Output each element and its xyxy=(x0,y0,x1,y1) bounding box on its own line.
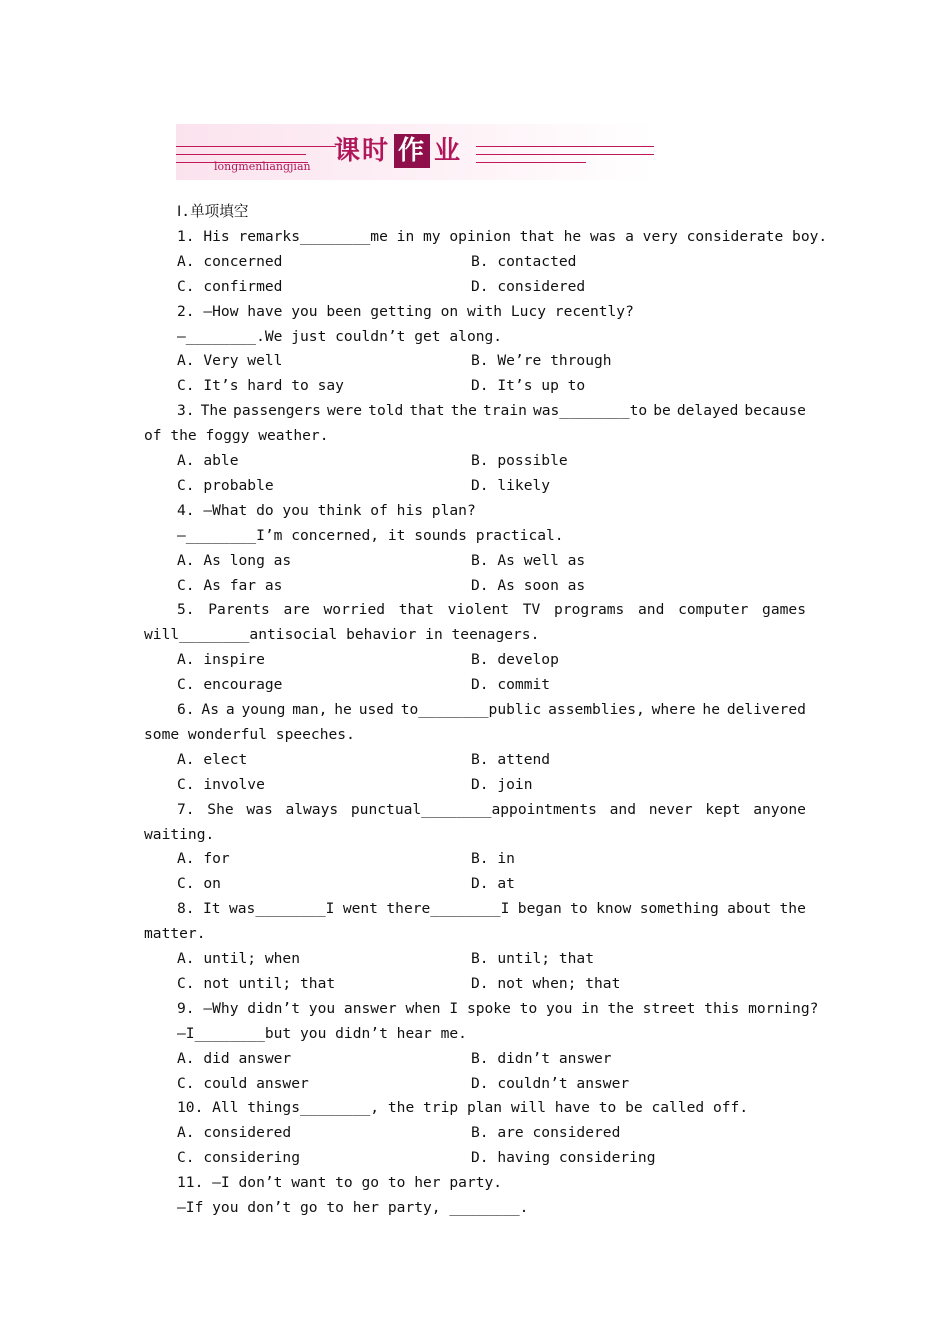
answer-option: A. inspire xyxy=(177,651,265,669)
stem-word: games xyxy=(762,601,806,619)
stem-word: began xyxy=(517,900,562,918)
section-title: Ⅰ.单项填空 xyxy=(177,203,249,220)
stem-word: man, xyxy=(292,701,328,718)
answer-option: A. Very well xyxy=(177,352,283,370)
stem-word: know xyxy=(596,900,632,918)
answer-option: A. elect xyxy=(177,750,248,768)
stem-word: programs xyxy=(554,601,625,619)
banner-rule xyxy=(476,154,654,155)
stem-word: was________I xyxy=(228,900,335,918)
answer-option: D. As soon as xyxy=(471,576,586,594)
stem-word: delivered xyxy=(726,701,806,718)
answer-option: D. likely xyxy=(471,476,551,494)
answer-option: A. until; when xyxy=(177,950,301,967)
answer-option: C. probable xyxy=(177,476,274,494)
answer-option: D. join xyxy=(471,775,533,793)
banner-subtitle: longmenliangjian xyxy=(214,160,311,173)
answer-option: C. encourage xyxy=(177,676,283,694)
question-stem-line: of the foggy weather. xyxy=(144,427,329,445)
answer-option: A. for xyxy=(177,850,230,868)
stem-word: 8. xyxy=(177,900,195,918)
banner-title-part: 课时 xyxy=(334,136,391,166)
answer-option: B. didn’t answer xyxy=(471,1049,612,1067)
stem-word: She xyxy=(207,800,234,818)
question-stem: 1. His remarks________me in my opinion that he was a very considerate boy. xyxy=(177,227,828,245)
question-stem: 11. —I don’t want to go to her party. xyxy=(177,1174,503,1192)
stem-word: punctual________appointments xyxy=(350,800,597,818)
question-stem-line: —________.We just couldn’t get along. xyxy=(177,327,503,345)
stem-word: that xyxy=(409,402,445,420)
banner-title xyxy=(334,134,462,168)
question-stem: 9. —Why didn’t you answer when I spoke to you in the street this morning? xyxy=(177,999,819,1017)
answer-option: C. considering xyxy=(177,1149,301,1167)
answer-option: C. involve xyxy=(177,775,265,793)
stem-word: TV xyxy=(522,601,541,619)
banner-rule xyxy=(176,146,336,147)
stem-word: computer xyxy=(678,601,749,619)
question-stem-line: —If you don’t go to her party, ________. xyxy=(177,1199,529,1216)
stem-word: 7. xyxy=(177,800,195,818)
stem-word: he xyxy=(334,701,352,718)
stem-word: 5. xyxy=(177,601,195,619)
stem-word: Parents xyxy=(208,601,270,619)
answer-option: B. develop xyxy=(471,651,559,669)
stem-word: passengers xyxy=(233,402,321,420)
question-stem: 4. —What do you think of his plan? xyxy=(177,501,476,519)
question-stem: 2. —How have you been getting on with Lucy recently? xyxy=(177,302,634,320)
answer-option: B. We’re through xyxy=(471,352,612,370)
stem-word: something xyxy=(639,900,719,918)
answer-option: C. on xyxy=(177,875,221,893)
stem-word: there________I xyxy=(386,900,510,918)
answer-option: C. could answer xyxy=(177,1074,309,1092)
stem-word: kept xyxy=(705,800,741,818)
answer-option: D. It’s up to xyxy=(471,377,586,395)
question-stem xyxy=(177,800,806,820)
stem-word: and xyxy=(638,601,665,619)
stem-word: was xyxy=(246,800,273,818)
answer-option: C. confirmed xyxy=(177,277,283,295)
stem-word: are xyxy=(283,601,310,619)
question-stem-line: —________I’m concerned, it sounds practical. xyxy=(177,526,564,544)
question-stem-line: will________antisocial behavior in teenagers. xyxy=(144,626,540,644)
stem-word: and xyxy=(609,800,636,818)
answer-option: B. possible xyxy=(471,452,568,469)
answer-option: C. not until; that xyxy=(177,974,336,992)
answer-option: B. are considered xyxy=(471,1124,621,1142)
question-stem xyxy=(177,600,806,620)
question-stem-line: some wonderful speeches. xyxy=(144,725,355,743)
banner-rule xyxy=(176,154,306,155)
stem-word: he xyxy=(702,701,720,718)
answer-option: A. did answer xyxy=(177,1049,292,1067)
stem-word: As xyxy=(201,701,219,718)
stem-word: to________public xyxy=(400,701,542,718)
stem-word: to xyxy=(570,900,588,918)
answer-option: A. considered xyxy=(177,1124,292,1142)
answer-option: A. As long as xyxy=(177,551,292,569)
answer-option: D. having considering xyxy=(471,1149,656,1167)
stem-word: assemblies, xyxy=(548,701,645,718)
stem-word: never xyxy=(648,800,693,818)
question-stem: 10. All things________, the trip plan will have to be called off. xyxy=(177,1099,749,1117)
stem-word: used xyxy=(358,701,394,718)
question-stem-line: matter. xyxy=(144,925,206,943)
stem-word: was________to xyxy=(532,402,648,420)
stem-word: worried xyxy=(323,601,386,619)
question-stem xyxy=(177,401,806,421)
question-stem xyxy=(177,700,806,720)
answer-option: D. considered xyxy=(471,277,586,295)
answer-option: A. concerned xyxy=(177,252,283,270)
answer-option: B. As well as xyxy=(471,551,586,569)
stem-word: told xyxy=(368,402,404,420)
answer-option: B. contacted xyxy=(471,252,577,270)
stem-word: The xyxy=(200,402,227,420)
answer-option: C. As far as xyxy=(177,576,283,594)
stem-word: went xyxy=(342,900,378,918)
answer-option: D. at xyxy=(471,875,515,893)
stem-word: young xyxy=(241,701,286,718)
stem-word: always xyxy=(285,800,339,818)
banner-rule xyxy=(476,162,586,163)
banner-title-part: 业 xyxy=(434,136,463,166)
stem-word: train xyxy=(482,402,527,420)
stem-word: violent xyxy=(447,601,510,619)
stem-word: anyone xyxy=(753,800,806,818)
question-stem-line: waiting. xyxy=(144,825,215,843)
stem-word: were xyxy=(326,402,363,420)
question-stem xyxy=(177,899,806,919)
stem-word: the xyxy=(779,900,806,918)
answer-option: B. in xyxy=(471,850,515,868)
answer-option: D. not when; that xyxy=(471,974,621,992)
answer-option: C. It’s hard to say xyxy=(177,377,344,395)
answer-option: B. until; that xyxy=(471,950,595,967)
stem-word: that xyxy=(398,601,434,619)
answer-option: A. able xyxy=(177,452,239,469)
stem-word: about xyxy=(727,900,772,918)
stem-word: where xyxy=(651,701,696,718)
banner-rule xyxy=(476,146,654,147)
stem-word: 3. xyxy=(177,402,195,420)
stem-word: the xyxy=(450,402,477,420)
answer-option: B. attend xyxy=(471,750,551,768)
banner-title-highlight: 作 xyxy=(394,134,430,168)
stem-word: delayed xyxy=(676,402,739,420)
stem-word: It xyxy=(202,900,221,918)
stem-word: be xyxy=(653,402,671,420)
question-stem-line: —I________but you didn’t hear me. xyxy=(177,1024,467,1042)
answer-option: D. couldn’t answer xyxy=(471,1074,630,1092)
stem-word: a xyxy=(225,701,235,718)
answer-option: D. commit xyxy=(471,676,551,694)
stem-word: because xyxy=(744,402,806,420)
stem-word: 6. xyxy=(177,701,195,718)
lesson-header-banner xyxy=(176,124,654,180)
